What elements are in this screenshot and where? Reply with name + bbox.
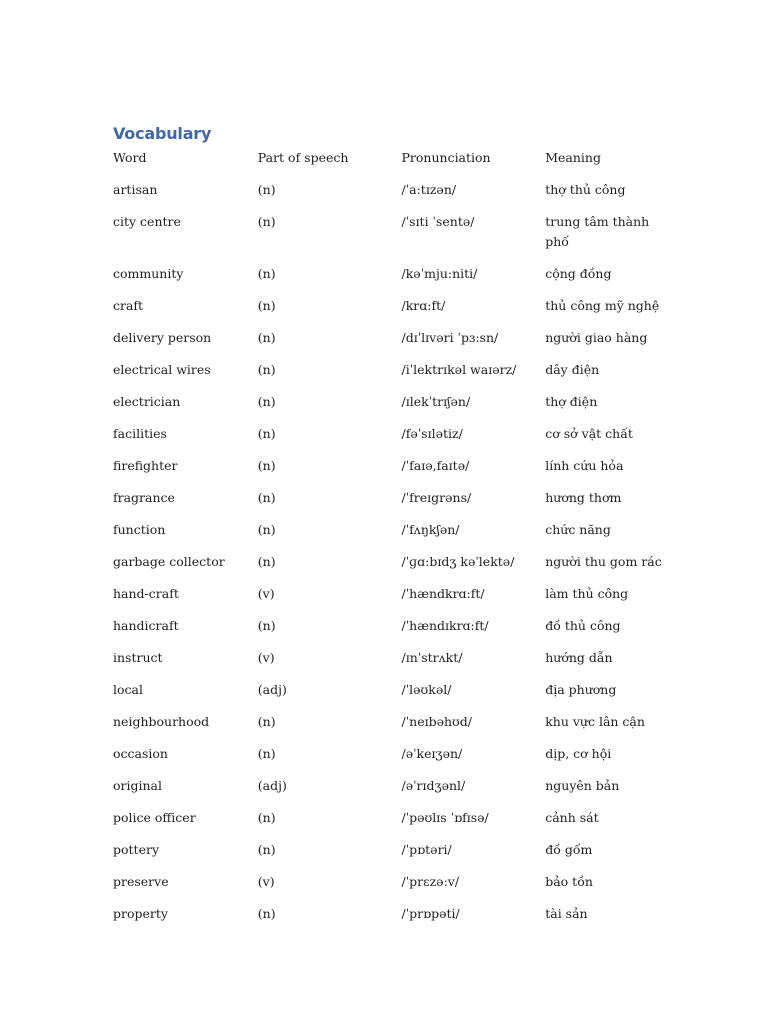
pronunciation-cell: /kəˈmju:niti/	[401, 266, 478, 281]
part-of-speech-cell: (n)	[257, 298, 276, 313]
meaning-cell: bảo tồn	[545, 874, 593, 889]
table-row	[113, 712, 673, 744]
pronunciation-cell: /dɪˈlɪvəri ˈpɜ:sn/	[401, 330, 499, 345]
meaning-cell: đồ gốm	[545, 842, 593, 857]
part-of-speech-cell: (n)	[257, 746, 276, 761]
part-of-speech-cell: (n)	[257, 490, 276, 505]
word-cell: preserve	[113, 874, 169, 889]
part-of-speech-cell: (n)	[257, 618, 276, 633]
word-cell: firefighter	[113, 458, 178, 473]
pronunciation-cell: /ˈprɒpəti/	[401, 906, 460, 921]
word-cell: neighbourhood	[113, 714, 210, 729]
pronunciation-cell: /ɪnˈstrʌkt/	[401, 650, 463, 665]
meaning-cell: cơ sở vật chất	[545, 426, 633, 441]
meaning-cell: cảnh sát	[545, 810, 599, 825]
part-of-speech-cell: (n)	[257, 394, 276, 409]
table-row	[113, 180, 673, 212]
table-row	[113, 520, 673, 552]
meaning-cell: lính cứu hỏa	[545, 458, 624, 473]
pronunciation-cell: /ˈhændkrɑ:ft/	[401, 586, 485, 601]
pronunciation-cell: /ˈpɒtəri/	[401, 842, 452, 857]
pronunciation-cell: /ˈneɪbəhʊd/	[401, 714, 473, 729]
part-of-speech-cell: (n)	[257, 842, 276, 857]
table-row	[113, 488, 673, 520]
pronunciation-cell: /ˈpəʊlɪs ˈɒfɪsə/	[401, 810, 489, 825]
pronunciation-cell: /iˈlektrɪkəl waɪərz/	[401, 362, 517, 377]
part-of-speech-cell: (v)	[257, 650, 275, 665]
part-of-speech-cell: (n)	[257, 522, 276, 537]
meaning-cell: làm thủ công	[545, 586, 629, 601]
header-part-of-speech: Part of speech	[257, 150, 349, 165]
table-row	[113, 456, 673, 488]
table-row	[113, 392, 673, 424]
word-cell: hand-craft	[113, 586, 179, 601]
table-row	[113, 424, 673, 456]
table-row	[113, 744, 673, 776]
part-of-speech-cell: (n)	[257, 906, 276, 921]
table-header-row	[113, 148, 673, 180]
part-of-speech-cell: (n)	[257, 362, 276, 377]
meaning-cell: thợ điện	[545, 394, 598, 409]
word-cell: occasion	[113, 746, 168, 761]
table-row	[113, 328, 673, 360]
meaning-cell: đồ thủ công	[545, 618, 621, 633]
table-row	[113, 648, 673, 680]
part-of-speech-cell: (n)	[257, 182, 276, 197]
pronunciation-cell: /ˈfʌŋkʃən/	[401, 522, 460, 537]
part-of-speech-cell: (adj)	[257, 682, 287, 697]
pronunciation-cell: /fəˈsɪlətiz/	[401, 426, 463, 441]
part-of-speech-cell: (adj)	[257, 778, 287, 793]
part-of-speech-cell: (n)	[257, 330, 276, 345]
word-cell: electrical wires	[113, 362, 211, 377]
meaning-cell: người giao hàng	[545, 330, 648, 345]
table-row	[113, 776, 673, 808]
header-pronunciation: Pronunciation	[401, 150, 491, 165]
word-cell: fragrance	[113, 490, 175, 505]
table-row	[113, 264, 673, 296]
word-cell: facilities	[113, 426, 167, 441]
word-cell: handicraft	[113, 618, 179, 633]
table-row	[113, 904, 673, 936]
header-word: Word	[113, 150, 147, 165]
table-row	[113, 584, 673, 616]
word-cell: garbage collector	[113, 554, 225, 569]
meaning-cell: thợ thủ công	[545, 182, 626, 197]
pronunciation-cell: /ˈləʊkəl/	[401, 682, 452, 697]
header-meaning: Meaning	[545, 150, 601, 165]
word-cell: craft	[113, 298, 144, 313]
part-of-speech-cell: (n)	[257, 426, 276, 441]
meaning-cell: chức năng	[545, 522, 611, 537]
meaning-cell: hướng dẫn	[545, 650, 613, 665]
part-of-speech-cell: (n)	[257, 266, 276, 281]
part-of-speech-cell: (v)	[257, 874, 275, 889]
meaning-cell: địa phương	[545, 682, 617, 697]
pronunciation-cell: /əˈkeɪʒən/	[401, 746, 463, 761]
table-row	[113, 360, 673, 392]
table-row	[113, 680, 673, 712]
pronunciation-cell: /ˈfaɪə,faɪtə/	[401, 458, 470, 473]
table-row	[113, 808, 673, 840]
table-row	[113, 616, 673, 648]
vocabulary-table	[113, 148, 673, 936]
part-of-speech-cell: (n)	[257, 810, 276, 825]
word-cell: local	[113, 682, 143, 697]
meaning-cell: nguyên bản	[545, 778, 620, 793]
table-row	[113, 552, 673, 584]
word-cell: community	[113, 266, 184, 281]
meaning-cell: cộng đồng	[545, 266, 612, 281]
table-row	[113, 296, 673, 328]
word-cell: police officer	[113, 810, 196, 825]
meaning-cell: hương thơm	[545, 490, 622, 505]
part-of-speech-cell: (n)	[257, 554, 276, 569]
pronunciation-cell: /əˈrɪdʒənl/	[401, 778, 466, 793]
meaning-cell: dây điện	[545, 362, 600, 377]
table-row	[113, 872, 673, 904]
part-of-speech-cell: (n)	[257, 214, 276, 229]
meaning-cell: tài sản	[545, 906, 588, 921]
pronunciation-cell: /krɑ:ft/	[401, 298, 446, 313]
meaning-cell: dịp, cơ hội	[545, 746, 612, 761]
word-cell: electrician	[113, 394, 181, 409]
table-row	[113, 840, 673, 872]
meaning-cell: trung tâm thành phố	[545, 214, 650, 249]
pronunciation-cell: /ɪlekˈtrɪʃən/	[401, 394, 471, 409]
word-cell: delivery person	[113, 330, 212, 345]
word-cell: property	[113, 906, 168, 921]
document-title: Vocabulary	[113, 124, 212, 143]
word-cell: original	[113, 778, 162, 793]
table-body	[113, 180, 673, 936]
table-row	[113, 212, 673, 264]
word-cell: pottery	[113, 842, 160, 857]
meaning-cell: người thu gom rác	[545, 554, 662, 569]
pronunciation-cell: /ˈa:tɪzən/	[401, 182, 457, 197]
meaning-cell: khu vực lân cận	[545, 714, 645, 729]
pronunciation-cell: /ˈprɛzə:v/	[401, 874, 460, 889]
part-of-speech-cell: (n)	[257, 458, 276, 473]
part-of-speech-cell: (v)	[257, 586, 275, 601]
pronunciation-cell: /ˈhændɪkrɑ:ft/	[401, 618, 489, 633]
pronunciation-cell: /ˈfreɪgrəns/	[401, 490, 472, 505]
part-of-speech-cell: (n)	[257, 714, 276, 729]
pronunciation-cell: /ˈɡɑ:bɪdʒ kəˈlektə/	[401, 554, 515, 569]
word-cell: function	[113, 522, 166, 537]
pronunciation-cell: /ˈsɪti ˈsentə/	[401, 214, 475, 229]
word-cell: artisan	[113, 182, 158, 197]
meaning-cell: thủ công mỹ nghệ	[545, 298, 660, 313]
word-cell: city centre	[113, 214, 181, 229]
word-cell: instruct	[113, 650, 163, 665]
